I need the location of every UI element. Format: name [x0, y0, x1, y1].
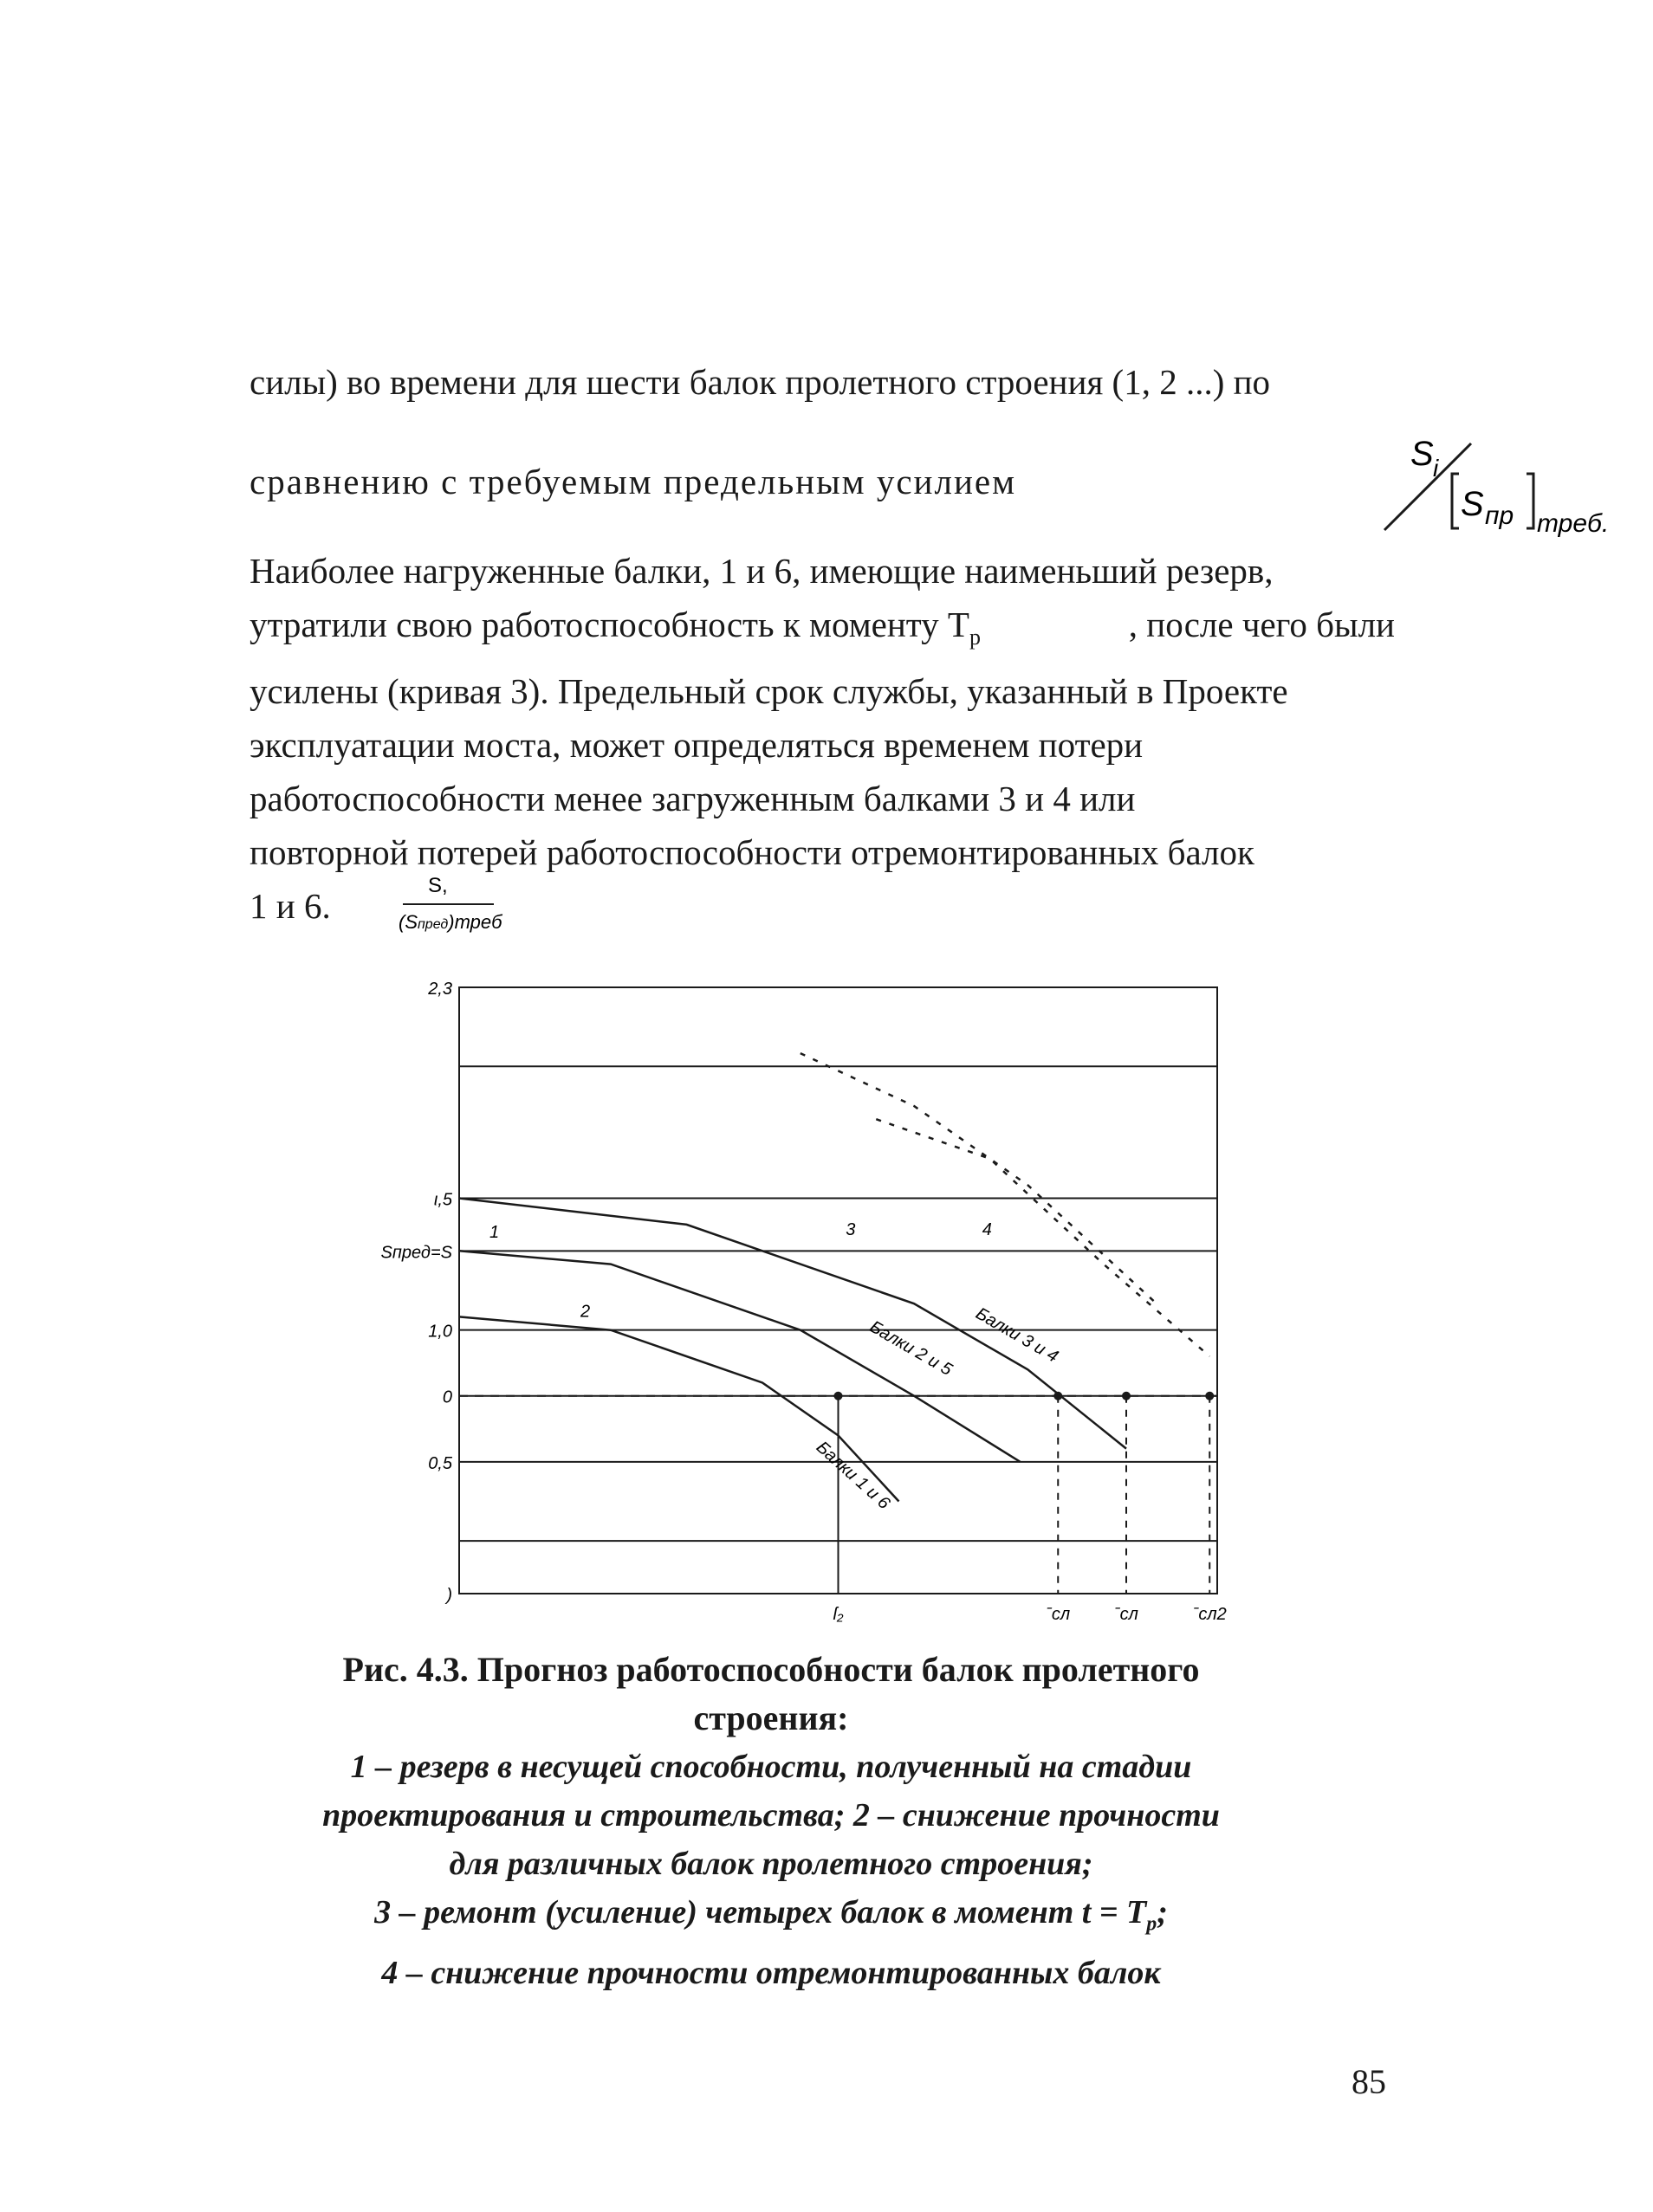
formula-lead-text: сравнению с требуемым предельным усилием: [250, 462, 1017, 501]
y-tick-label-6: ): [446, 1586, 452, 1605]
formula-outer-sub: треб.: [1537, 509, 1610, 538]
x-tick-label-0: ſ₂: [833, 1605, 844, 1624]
y-label-numerator: S,: [428, 874, 448, 897]
formula-bracket-right: [1527, 474, 1533, 528]
annotation-1: 2: [580, 1302, 591, 1322]
y-tick-label-2: Sпред=S: [380, 1243, 452, 1263]
series-line-4: [876, 1119, 1209, 1356]
formula-bracket-sub: пр: [1485, 501, 1514, 530]
y-tick-label-5: 0,5: [428, 1453, 452, 1473]
para-line-1: Наиболее нагруженные балки, 1 и 6, имеющие наименьший резерв,: [250, 551, 1274, 591]
caption-item-4: 4 – снижение прочности отремонтированных балок: [381, 1954, 1161, 1991]
y-tick-label-3: 1,0: [428, 1322, 452, 1342]
formula-line: [250, 426, 1610, 539]
formula-bracket-left: [1452, 474, 1459, 528]
caption-title-1: Рис. 4.3. Прогноз работоспособности балок пролетного: [342, 1650, 1200, 1689]
x-marker-dot-0: [834, 1392, 843, 1400]
chart-figure: [380, 874, 1265, 1624]
annotation-2: 3: [846, 1220, 856, 1240]
x-marker-dot-2: [1122, 1392, 1131, 1400]
x-tick-label-2: ˉсл: [1114, 1605, 1138, 1624]
para-line-6: повторной потерей работоспособности отремонтированных балок: [250, 832, 1254, 873]
y-label-denominator: (Sпред)треб: [399, 911, 502, 933]
y-tick-label-1: ι,5: [433, 1190, 452, 1210]
chart-svg: [380, 874, 1265, 1624]
y-tick-label-4: 0: [442, 1387, 452, 1407]
series-line-3: [801, 1053, 1157, 1303]
plot-area: [381, 980, 1227, 1624]
annotation-3: 4: [982, 1220, 992, 1240]
curve-label-2: Балки 1 и 6: [812, 1437, 894, 1514]
formula-svg: [1376, 426, 1653, 539]
figure-caption: [217, 1646, 1326, 1997]
series-line-0: [459, 1316, 899, 1501]
caption-item-1: 1 – резерв в несущей способности, полученный на стадии: [350, 1749, 1192, 1785]
page-number: 85: [1352, 2062, 1386, 2101]
x-tick-label-1: ˉсл: [1046, 1605, 1071, 1624]
para-line-2: утратили свою работоспособность к моменту $Т_р$ , после чего были: [250, 605, 1395, 650]
caption-item-3: 3 – ремонт (усиление) четырех балок в момент $t = T_p$;: [374, 1894, 1168, 1936]
series-line-2: [459, 1199, 1126, 1449]
caption-item-1b: проектирования и строительства; 2 – снижение прочности: [322, 1797, 1220, 1834]
formula-numerator-sub: i: [1433, 455, 1439, 482]
annotation-0: 1: [489, 1223, 500, 1243]
para-line-5: работоспособности менее загруженным балками 3 и 4 или: [250, 779, 1136, 819]
para-line-7: 1 и 6.: [250, 886, 331, 927]
y-tick-label-0: 2,3: [428, 980, 452, 999]
para-line-3: усилены (кривая 3). Предельный срок службы, указанный в Проекте: [250, 671, 1288, 712]
x-marker-dot-3: [1205, 1392, 1214, 1400]
para-line-4: эксплуатации моста, может определяться временем потери: [250, 725, 1144, 766]
intro-line: силы) во времени для шести балок пролетного строения (1, 2 ...) по: [250, 362, 1271, 402]
x-tick-label-3: ˉсл2: [1192, 1605, 1227, 1624]
caption-item-1c: для различных балок пролетного строения;: [449, 1846, 1093, 1882]
formula-numerator: S: [1410, 435, 1434, 473]
curve-label-0: Балки 2 и 5: [866, 1316, 956, 1380]
caption-title-2: строения:: [693, 1698, 849, 1737]
curve-label-1: Балки 3 и 4: [972, 1303, 1062, 1367]
formula-bracket-main: S: [1461, 485, 1484, 523]
